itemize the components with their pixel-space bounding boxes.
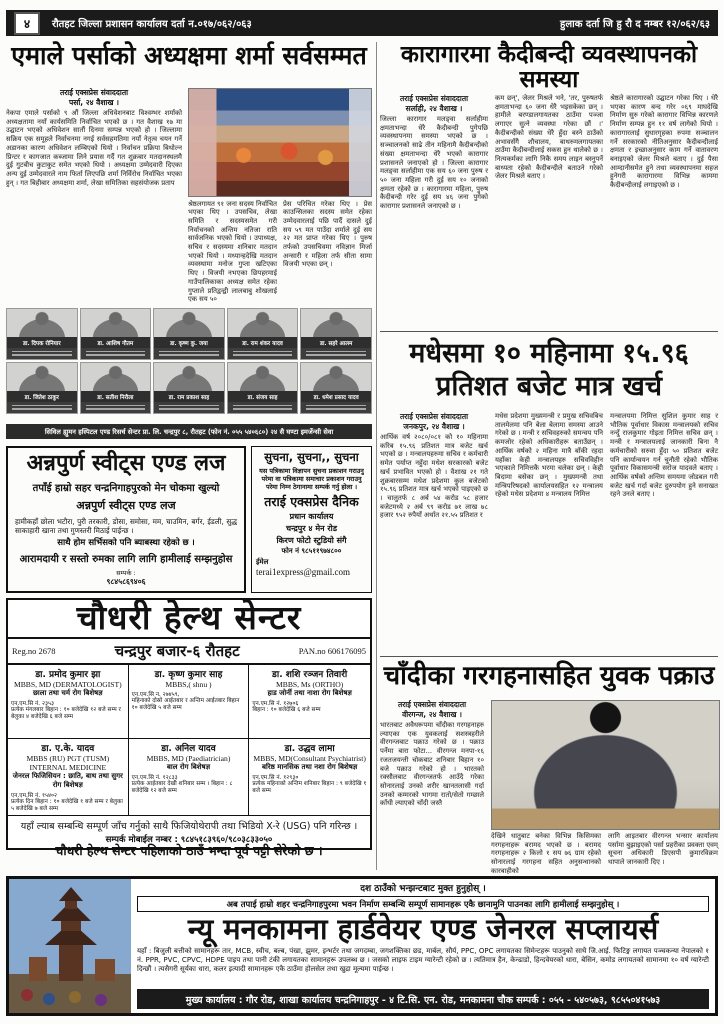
suchana-phone: फोन नं ९८५११९७४८०० <box>281 547 342 555</box>
doctor-portrait-photo <box>81 363 151 391</box>
doctor-portrait-photo <box>81 309 151 337</box>
doctor-card: डा. संजय साह <box>227 362 299 414</box>
annapurna-phone: ९८४५८६९४०६ <box>106 577 146 586</box>
annapurna-body: हामीकहाँ छोला भटौरा, पुरी तरकारी, डोसा, समोसा, मम, चाउमिन, बर्गर, ईडली, सुद्ध साकाहारी खाना तथा गुणस्तरी मिठाई पाईन्छ । <box>15 517 237 535</box>
hardware-contact-bar: मुख्य कार्यालय : गौर रोड, शाखा कार्यालय चन्द्रनिगाहपुर - ४ टि.सि. एन. रोड, मनकामना चौक सम्पर्क : ०५५ - ५४०५७३, ९८५५०४१५७३ <box>137 989 709 1009</box>
hardware-title: न्यू मनकामना हार्डवेयर एण्ड जेनरल सप्लायर्स <box>187 912 659 946</box>
chaudhary-location-note: चौधरी हेल्थ सेन्टर पहिलाको ठाउँ भन्दा पूर्व पट्टी सेरेको छ । <box>55 843 323 858</box>
manakamana-hardware-ad <box>6 876 718 1016</box>
doctor-entry: डा. अनिल यादव MBBS, MD (Paediatrician) बाल रोग बिशेषज्ञ एन.एम.सि नं. १२८३३ प्रत्येक आईतबार देखी शनिबार सम्म । बिहान : ८ बजेदेखि १२ बजे सम्म <box>129 739 250 817</box>
chaudhary-regno: Reg.no 2678 <box>12 645 56 656</box>
article-silver-col3: लागि आइतबार वीरगन्ज भन्सार कार्यालय पर्सामा बुझाइएको पर्सा प्रहरीका प्रवक्ता एवम् सूचना अधिकारी डिएसपी कुमारविक्रम थापाले जानकारी दिए । <box>608 832 718 867</box>
chaudhary-footer: यहाँ ल्याब सम्बन्धि सम्पूर्ण जाँच गर्नुको साथै फिजियोथेरापी तथा भिडियो X-रे (USG) पनि गरिन्छ । सम्पर्क मोबाईल नम्बर : ९८४५१८३९६०/९८०३८३३०५० <box>20 821 358 846</box>
article-budget-col2: मधेस प्रदेशमा मुख्यमन्त्री र प्रमुख सचिवबिच तालमेलमा पनि बेला बेलामा समस्या आउने गरेको छ । मन्त्री र सचिवहरुको समन्वय पनि कमजोर रहेको अधिकारीहरू बताउँछन् । आर्थिक वर्षको २ महिना मात्रै बाँकी रहदा यहाँका केही मन्त्रालयहरु सचिवविहीन भएकाले निमित्तकै भरमा चलेका छन् । केही बिदामा बसेका छन् । मुख्यमन्त्री तथा मन्त्रिपरिषदको कार्यालयसहित १२ मन्त्रालय रहेको मधेस प्रदेशमा ४ मन्त्रालय निमित्त <box>495 412 603 499</box>
article-silver-subcolumns <box>491 832 718 875</box>
chaudhary-reg-row <box>8 639 370 665</box>
annapurna-line1: तपाँई हाम्रो सहर चन्द्रनिगाहपुरको मेन चोकमा खुल्यो <box>32 483 220 494</box>
article-jail-col2: कम छन्', जेलर मिश्रले भने, 'तर, पुरुषतर्फ क्षमताभन्दा ६० जना धेरै भइसकेका छन् । हामीले बरण्डालगायतका ठाउँमा पञ्जा लगाएर सुत्ने व्यवस्था गरेका छौं ।' कैदीबन्दीको संख्या धेरै हुँदा बस्ने ठाउँको अभावसँगै शौचालय, बाथरुमलगायतका ठाउँमा कैदीबन्दीलाई सकस हुन थालेको छ । नित्यकर्मका लागि निकै समय लाइन बस्नुपर्ने बाध्यता रहेको कैदीबन्दीले बताउने गरेको जेलर मिश्रले बताए । <box>495 94 603 181</box>
article-budget-col3: मन्त्रालयमा निमित्त सुशिल कुमार साह र भौतिक पूर्वाधार विकास मन्त्रालयको सचिव नन्दुँ राजकुमार गोइता निमित्त सचिव छन् । मन्त्री र मन्त्रालयलाई जानकारी बिना नै कर्मचारीको सरुवा हुँदा ५० प्रतिशत बजेट पनि कार्यान्वयन गर्न चुनौती रहेको भौतिक पूर्वाधार विकासमन्त्री सरोज यादवले बताए । आर्थिक वर्षको अन्तिम समयमा जोडबल गरी बजेट खर्च गर्दा बजेट दुरुपयोग हुने सनाखत रहने उनले बताए । <box>610 412 718 499</box>
annapurna-line4: आरामदायी र सस्तो रुमका लागि लागि हामीलाई सम्झनुहोस <box>19 554 233 565</box>
suchana-email: terai1express@gmail.com <box>256 567 351 577</box>
article-silver-byline: तराई एक्सप्रेस संवाददाता वीरगन्ज, २४ वैशाख । <box>397 700 467 719</box>
doctor-portrait-photo <box>7 363 77 391</box>
article-budget-byline: तराई एक्सप्रेस संवाददाता जनकपुर, २४ वैशाख । <box>399 412 469 431</box>
doctor-entry: डा. शशि रञ्जन तिवारी MBBS, Ms (ORTHO) हाड जोर्नी तथा नाशा रोग बिशेषज्ञ एन.एम.सि नं. १२७०६ बिहान : १० बजेदेखि ६ बजे सम्म <box>249 665 370 739</box>
article-separator <box>380 656 718 657</box>
doctor-entry: डा. कृष्ण कुमार साह MBBS,( shnu ) एन.एम.सि न. २७४५९, महिनाको दोस्रो आईतबार र अन्तिम आईतबार बिहान १० बजेदेखि ५ बजे सम्म <box>129 665 250 739</box>
chaudhary-address: चन्द्रपुर बजार-६ रौतहट <box>114 641 240 660</box>
article-jail-headline: कारागारमा कैदीबन्दी व्यवस्थापनको समस्या <box>400 40 698 94</box>
article-silver-headline: चाँदीका गरगहनासहित युवक पक्राउ <box>383 661 715 691</box>
article-emale-col1: नेकपा एमाले पर्साको ९ औं जिल्ला अधिवेशनबाट विश्वम्भर शर्माको अध्यक्षतामा नयाँ कार्यसमिति निर्वाचित भएको छ । गत वैशाख १७ मा उद्घाटन भएको अधिवेशन सातौं दिनमा सम्पन्न भएको हो । जिल्लामा सक्रिय एक समूहले निर्वाचनमा नगई सर्वसहमतिमा नयाँ नेतृत्व चयन गर्ने अडानका कारण अधिवेशन लम्बिएको थियो । निर्वाचन प्रक्रिया बिथोल्न प्रिन्टर र कागजात कब्जामा लिने प्रयास गर्दै गत शुक्रबार मतदानस्थलमै दुई गुटबीच कुटाकुट समेत भएको थियो । अध्यक्षमा उम्मेदवारी दिएका अन्य दुई उम्मेदवारले नाम फिर्ता लिएपछि शर्मा निर्विरोध निर्वाचित भएका हुन् । गत बिहीबार अध्यक्षमा शर्मा, लेखा समितिका सहसंयोजक प्रताप <box>6 109 182 187</box>
credential-lines <box>154 348 224 359</box>
article-emale-body <box>6 88 372 304</box>
hardware-boxed-line: अब तपाई हाम्रो शहर चन्द्रनिगाहपुरमा भवन निर्माण सम्बन्धि सम्पूर्ण सामानहरू एकै छानामुनि पाउनका लागि हामीलाई सम्झनुहोस् । <box>137 896 709 912</box>
suchana-landmark: किरण फोटो स्टुडियो संगै <box>276 536 347 545</box>
district-registration-text: रौतहट जिल्ला प्रशासन कार्यालय दर्ता न.०१७/०६२/०६३ <box>52 19 252 30</box>
article-emale-col2: श्रेष्ठलगायत ९१ जना सदस्य निर्वाचित भएका थिए । उपसचिव, लेखा समिति र सदस्यसमेत गरी निर्वाचनको अन्तिम नतिजा राति सार्वजनिक भएको थियो । उपाध्यक्ष, सचिव र सदस्यमा शनिबार मतदान भएको थियो । मध्यान्हदेखि मतदान व्यवस्थामा मनोज गुप्ता खटिएका थिए । विजयी नभएका छिपहरमाई गाउँपालिकाका अध्यक्ष समेत रहेका गुप्ताले प्रतिद्वन्द्वी लालबाबु शोखलाई एक सय ५० <box>188 199 277 304</box>
doctor-portrait-photo <box>228 363 298 391</box>
doctor-card: डा. दिपक रोनियार <box>6 308 78 360</box>
doctor-portrait-photo <box>154 309 224 337</box>
annapurna-sweets-ad <box>6 446 246 593</box>
temple-photo <box>9 879 131 1013</box>
credential-lines <box>301 402 371 413</box>
doctor-card: डा. सतीश निरौला <box>80 362 152 414</box>
doctor-portrait-photo <box>7 309 77 337</box>
article-jail-body <box>380 94 718 326</box>
doctor-portrait-photo <box>228 309 298 337</box>
doctor-entry: डा. उद्धव लामा MBBS, MD(Consultant Psychiatrist) बरिष्ठ मानसिक तथा नशा रोग बिशेषज्ञ एन.एम.सि नं. १२९३० प्रत्येक महिनाको अन्तिम शनिबार बिहान : ९ बजेदेखि १ बजे सम्म <box>249 739 370 817</box>
chaudhary-health-center-ad <box>6 598 372 850</box>
article-emale-byline: तराई एक्सप्रेस संवाददाता पर्सा, २४ वैशाख । <box>59 88 129 107</box>
doctor-entry: डा. प्रमोद कुमार झा MBBS, MD (DERMATOLOGIST) छाला तथा चर्म रोग बिशेषज्ञ एन.एम.सि नं. २३५३ प्रत्येक मंगलबार बिहान : १० बजेदेखि १२ बजे सम्म र बेलुका ४ बजेदेखि ६ बजे सम्म <box>8 665 129 739</box>
credential-lines <box>81 348 151 359</box>
doctor-card: डा. राम शंकर यादव <box>227 308 299 360</box>
doctor-card: डा. कृष्ण कु. जया <box>153 308 225 360</box>
doctor-card: डा. सहरे आलम <box>300 308 372 360</box>
suchana-office: प्रधान कार्यालय <box>289 512 334 521</box>
article-separator <box>380 331 718 332</box>
article-emale-col3: प्रेस परिचित गरेका थिए । प्रेस काउन्सिलका सदस्य समेत रहेका उम्मेदवारलाई पछि पार्दै दासले दुई सय ५९ मत पाउँदा शर्माले दुई सय २२ मत प्राप्त गरेका थिए । पुरुष तर्फको उपसचिवमा नविज्ञान मिर्जा अन्सारी र महिला तर्फ सीता सामा विजयी भएका छन् । <box>283 199 372 269</box>
credential-lines <box>228 348 298 359</box>
civil-hospital-doctor-grid <box>6 308 372 416</box>
article-budget-body <box>380 412 718 652</box>
article-budget-col1: आर्थिक वर्ष २०८०/०८१ को १० महिनामा करिब १५.९६ प्रतिशत मात्र बजेट खर्च भएको छ । मन्त्रालयहरुमा सचिव र कर्मचारी समेत पर्याप्त नहुँदा मधेश सरकारको बजेट खर्च प्रभावित भएको हो । वैशाख २१ गते शुक्रबारसम्म मधेश प्रदेशमा कुल बजेटको १५.९६ प्रतिशत मात्र खर्च भएको पाइएको छ । चालुतर्फ ८ अर्ब ५४ करोड ५८ हजार बजेटमध्ये २ अर्ब ९९ करोड ७१ लाख ७८ हजार ९५२ रुपैयाँ अर्थात २१.५५ प्रतिशत र <box>380 433 488 520</box>
credential-lines <box>7 402 77 413</box>
doctor-entry: डा. ए.के. यादव MBBS (RU) PGT (TUSM) INTERNAL MEDICINE जेनरल फिजिसियन : छाति, बाथ तथा सुगर रोग बिशेषज्ञ एन.एम.सि नं. १५४०२ प्रत्येक दिन बिहान : १० बजेदेखि १ बजे सम्म र बेलुका ५ बजेदेखि ७ बजे सम्म <box>8 739 129 817</box>
article-jail-col3: श्रेष्ठले कारागारको उद्घाटन गरेका थिए । धेरै भएका कारण बन्द गरेर ०६९ माघदेखि निर्माण सुरु गरेको कारागार विभिन्न कारणले निर्माण सम्पन्न हुन ११ वर्ष लागेको थियो । कारागारलाई सुधारगृहका रुपमा सञ्चालन गर्ने सरकारको नीतिअनुसार कैदीबन्दीलाई क्षमता र इच्छाअनुसार काम गर्ने वातावरण बनाइएको जेलर मिश्रले बताए । दुई पैसा आम्दानीसमेत हुने तथा व्यवस्थापनमा सहज हुनेगरी कारागारमा विभिन्न काममा कैदीबन्दीलाई लगाइएको छ । <box>610 94 718 190</box>
suspect-photo <box>491 700 720 830</box>
registration-bar <box>6 10 718 36</box>
suchana-title: सुचना, सुचना,, सुचना <box>264 450 359 464</box>
hardware-tagline: दश ठाउँको भन्झन्टबाट मुक्त हुनुहोस् । <box>360 884 486 894</box>
credential-lines <box>154 402 224 413</box>
article-silver-col2: देखिने धातुबाट बनेका विभिन्न किसिमका गरगहनाहरू बरामद भएको छ । बरामद गरगहनाहरू २ किलो १ सय ७६ ग्राम रहेको सोनारलाई गरगहना सहित अनुसन्धानको कारबाहीको <box>491 832 601 875</box>
credential-lines <box>301 348 371 359</box>
credential-lines <box>228 402 298 413</box>
chaudhary-pan: PAN.no 606176095 <box>298 645 366 656</box>
column-divider <box>376 42 377 870</box>
civil-hospital-banner: सिविल ह्युमन हस्पिटल एण्ड रिसर्च सेन्टर प्रा. लि. चन्द्रपुर ८, रौतहट (फोन नं. ०५५ ५४०६८०) २४ सै घण्टा इमर्जेन्सी सेवा <box>6 424 372 439</box>
article-jail-byline: तराई एक्सप्रेस संवाददाता सर्लाही, २४ वैशाख । <box>399 94 469 113</box>
article-budget-headline: मधेसमा १० महिनामा १५.९६ प्रतिशत बजेट मात्र खर्च <box>409 338 689 402</box>
suchana-notice-box <box>251 446 372 593</box>
doctor-portrait-photo <box>154 363 224 391</box>
doctor-card: डा. जितेश ठाकुर <box>6 362 78 414</box>
annapurna-title: अन्नपुर्ण स्वीट्स एण्ड लज <box>26 451 226 476</box>
doctor-portrait-photo <box>301 363 371 391</box>
article-jail-col1: जिल्ला कारागार मलङ्वा सर्लाहीमा क्षमताभन्दा धेरै कैदीबन्दी पुगेपछि व्यवस्थापनमा समस्या भएको छ । सञ्चालनको साढे तीन महिनामै कैदीबन्दीको संख्या क्षमताभन्दा धेरै भएको कारागार प्रशासनले जनाएको हो । जिल्ला कारागार मलङ्वा सर्लाहीमा एक सय ६० जना पुरुष र ५० जना महिला गरी दुई सय १० जनाको क्षमता रहेको छ । कारागारमा महिला, पुरुष कैदीबन्दी गरेर दुई सय ४६ जना पुगेको कारागार प्रशासनले जनाएको छ । <box>380 115 488 211</box>
suchana-address: चन्द्रपुर ४ मेन रोड <box>286 524 337 533</box>
doctor-card: डा. राम प्रकाश साह <box>153 362 225 414</box>
doctor-card: डा. धमेश प्रसाद यादव <box>300 362 372 414</box>
chaudhary-doctor-grid <box>8 665 370 817</box>
suchana-email-label: ईमेल <box>256 558 269 566</box>
credential-lines <box>81 402 151 413</box>
annapurna-line3: साथै होम सर्भिसको पनि ब्याबस्था रहेको छ । <box>57 538 195 548</box>
postal-registration-text: हुलाक दर्ता जि हु रौ द नम्बर १२/०६२/६३ <box>560 19 710 30</box>
annapurna-contact-label: सम्पर्क : <box>116 569 136 577</box>
convention-group-photo <box>188 88 372 197</box>
article-silver-col1: तराई एक्सप्रेस संवाददाता वीरगन्ज, २४ वैशाख । भारतबाट अवैधरूपमा चाँदीका गरगहनाहरु ल्याएका एक युवकलाई सशस्त्रहरीले वीरगन्जबाट पक्राउ गरेको छ । पक्राउ पर्नेमा बारा फोटा... वीरगन्ज मनपा-१६ रजतजयन्ती चोकबाट शनिबार बिहान १० बजे पक्राउ गरेको हो । भारतको रक्सौलबाट वीरगन्जतर्फ आउँदै गरेका सोनारलाई उनको शरीर खानतलासी गर्दा उनको कम्मरको भागमा रातो/सेतो गम्छाले काँधी ल्याएको चाँदी जस्तै <box>380 700 484 808</box>
chaudhary-title: चौधरी हेल्थ सेन्टर <box>8 600 370 639</box>
doctor-portrait-photo <box>301 309 371 337</box>
hardware-body: यहाँ : बिजुली बत्तीको सामानहरू तार, MCB, स्वीच, बल्ब, पंखा, झुमर, इन्भर्टर तथा जगदम्बा, जगशक्तिका छड, मार्बल, सौर्य, PPC, OPC लगायतका सिमेन्टहरू पाउनुको साथै जि.आई. फिटिङ्ग लगायत पञ्चकन्या नेपालको १ नं. PPR, PVC, CPVC, HDPE पाइप तथा पानी टंकी लगायतका सामानहरू उपलब्ध छ । जसको लाइफ टाइम ग्यारेन्टी रहेको छ । त्यतिमात्र हैन, केन्ढाडो, हिन्दवेयरको धारा, बेसिन, कमोड लगायतको सामानमा १० वर्ष ग्यारेन्टी दिन्छौं । त्यसैगरी सूर्यका धारा, कलर इत्यादी सामानहरू एकै ठाउँमा होलसेल तथा खुद्रा मूल्यमा पाईन्छ । <box>137 946 709 973</box>
suchana-body: यस पत्रिकामा विज्ञापन सुचना प्रकाशन गराउनु परेमा वा पत्रिकामा समाचार प्रकाशन गराउनु परेमा निम्न ठेगानामा सम्पर्क गर्नु होला । <box>259 467 364 491</box>
suchana-org: तराई एक्सप्रेस दैनिक <box>264 494 359 509</box>
doctor-card: डा. आशिष गौतम <box>80 308 152 360</box>
credential-lines <box>7 348 77 359</box>
annapurna-line2: अन्नपुर्ण स्वीट्स एण्ड लज <box>76 499 176 512</box>
article-emale-headline: एमाले पर्साको अध्यक्षमा शर्मा सर्वसम्मत <box>11 41 367 70</box>
page-number: ४ <box>14 12 40 35</box>
